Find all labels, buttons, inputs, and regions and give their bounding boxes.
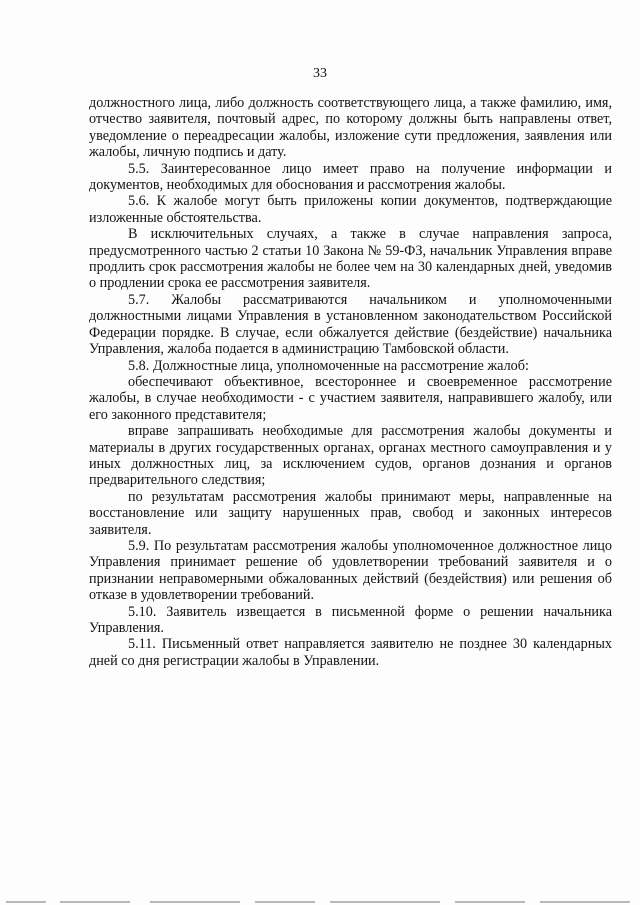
document-body (89, 95, 612, 669)
paragraph-5-8-item-2: вправе запрашивать необходимые для рассмотрения жалобы документы и материалы в других государственных органах, органах местного самоуправления и у иных должностных лиц, за исключением судов, органов дознания и органов предварительного следствия; (89, 423, 612, 489)
page-number: 33 (313, 66, 327, 81)
paragraph-5-7: 5.7. Жалобы рассматриваются начальником и уполномоченными должностными лицами Управления в установленном законодательством Российской Федерации порядке. В случае, если обжалуется действие (бездействие) начальника Управления, жалоба подается в администрацию Тамбовской области. (89, 291, 612, 358)
paragraph-5-5: 5.5. Заинтересованное лицо имеет право на получение информации и документов, необходимых для обоснования и рассмотрения жалобы. (89, 160, 612, 194)
paragraph-5-9: 5.9. По результатам рассмотрения жалобы уполномоченное должностное лицо Управления принимает решение об удовлетворении требований заявителя и о признании неправомерными обжалованных действий (бездействия) или решения об отказе в удовлетворении требований. (89, 537, 612, 604)
paragraph-5-11: 5.11. Письменный ответ направляется заявителю не позднее 30 календарных дней со дня регистрации жалобы в Управлении. (89, 636, 612, 669)
paragraph-5-8: 5.8. Должностные лица, уполномоченные на рассмотрение жалоб: (128, 357, 529, 374)
scan-edge-artifact (0, 897, 640, 905)
paragraph-extension-term: В исключительных случаях, а также в случае направления запроса, предусмотренного частью 2 статьи 10 Закона № 59-ФЗ, начальник Управления вправе продлить срок рассмотрения жалобы не более чем на 30 календарных дней, уведомив о продлении срока ее рассмотрения заявителя. (89, 226, 612, 292)
paragraph-5-8-item-1: обеспечивают объективное, всестороннее и своевременное рассмотрение жалобы, в случае необходимости - с участием заявителя, направившего жалобу, или его законного представителя; (89, 373, 612, 423)
paragraph-5-10: 5.10. Заявитель извещается в письменной форме о решении начальника Управления. (89, 603, 612, 636)
paragraph-continuation: должностного лица, либо должность соответствующего лица, а также фамилию, имя, отчество заявителя, почтовый адрес, по которому должны быть направлены ответ, уведомление о переадресации жалобы, изложение сути предложения, заявления или жалобы, личную подпись и дату. (89, 95, 612, 161)
paragraph-5-6: 5.6. К жалобе могут быть приложены копии документов, подтверждающие изложенные обстоятельства. (89, 193, 612, 226)
paragraph-5-8-item-3: по результатам рассмотрения жалобы принимают меры, направленные на восстановление или защиту нарушенных прав, свобод и законных интересов заявителя. (89, 488, 612, 538)
